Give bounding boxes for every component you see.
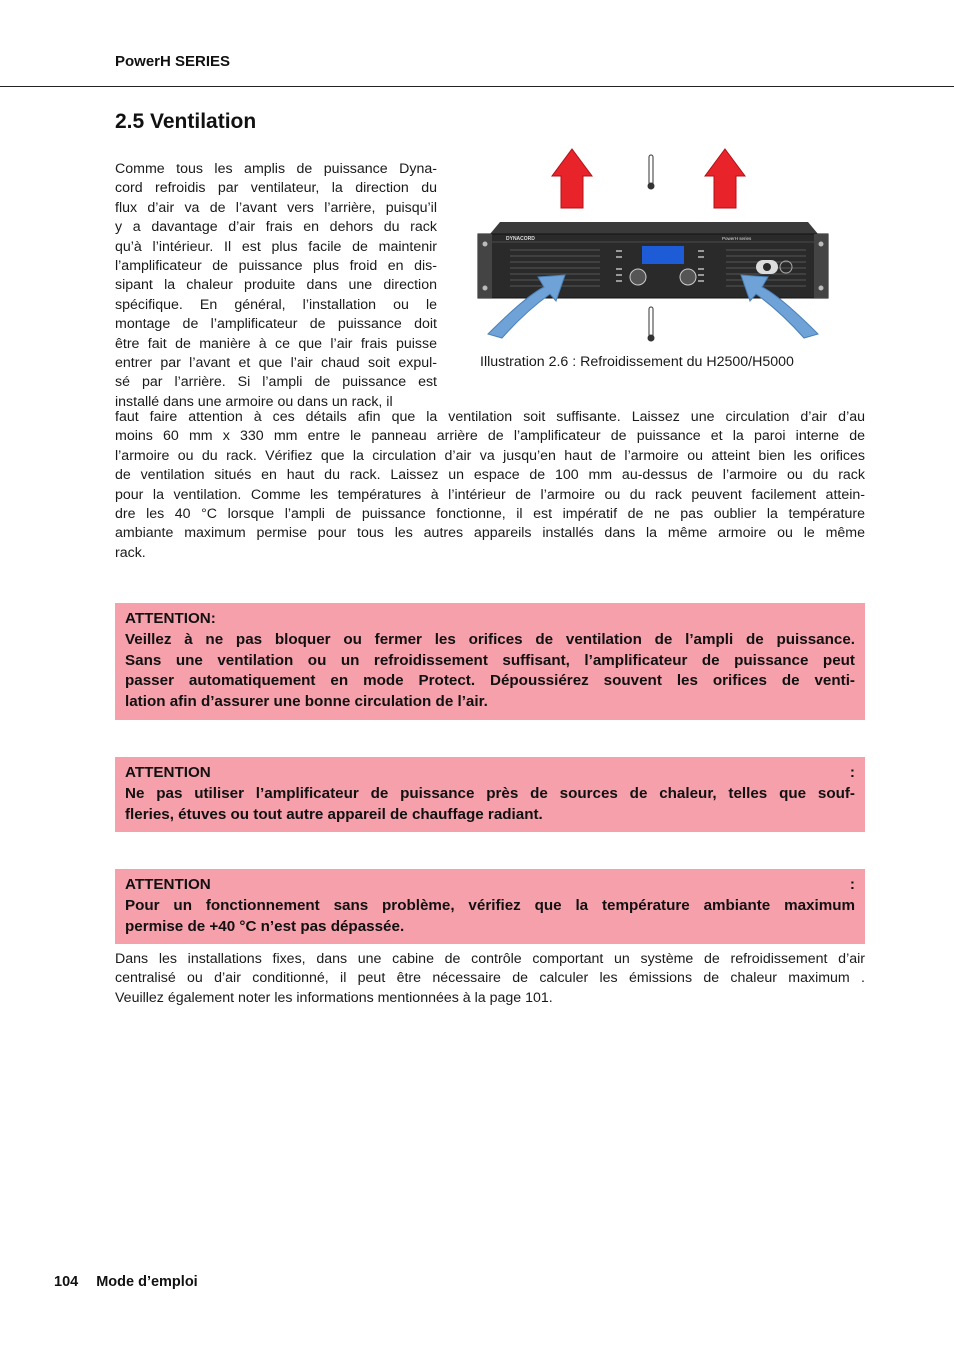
attention-heading: ATTENTION : [125, 876, 855, 893]
closing-paragraph [115, 950, 865, 1008]
attention-text: lation afin d’assurer une bonne circulation de l’air. [125, 693, 488, 711]
text-line: entrer par l’avant et que l’air chaud soit expul- [115, 355, 437, 372]
text-line: ambiante maximum permise pour tous les autres appareils installés dans la même armoire ou le même [115, 525, 865, 542]
text-line: sé par l’arrière. Si l’ampli de puissance est [115, 374, 437, 391]
figure-caption: Illustration 2.6 : Refroidissement du H2500/H5000 [480, 354, 794, 370]
text-line: l’amplificateur de puissance plus froid en dis- [115, 258, 437, 275]
thermometer-icon-top [648, 155, 655, 190]
text-line: faut faire attention à ces détails afin que la ventilation soit suffisante. Laissez une circulation d’air d’au [115, 409, 865, 425]
attention-box-temperature [115, 869, 865, 944]
attention-text: fleries, étuves ou tout autre appareil de chauffage radiant. [125, 805, 543, 823]
footer-doc-title: Mode d’emploi [96, 1274, 198, 1290]
text-line: qu’à l’intérieur. Il est plus facile de maintenir [115, 238, 437, 255]
attention-text: Ne pas utiliser l’amplificateur de puissance près de sources de chaleur, telles que souf- [125, 784, 855, 802]
header-series-title: PowerH SERIES [115, 53, 231, 70]
amplifier-chassis [478, 222, 828, 298]
section-title: 2.5 Ventilation [115, 110, 257, 133]
header-divider [0, 86, 954, 87]
cooling-illustration [470, 144, 840, 344]
text-line: spécifique. En général, l’installation ou le [115, 296, 437, 313]
attention-heading: ATTENTION : [125, 764, 855, 781]
text-line: Comme tous les amplis de puissance Dyna- [115, 161, 437, 177]
text-line: flux d’air va de l’avant vers l’arrière, puisqu’il [115, 199, 437, 216]
text-line: pour la ventilation. Comme les températures à l’intérieur de l’armoire ou du rack peuvent facilement attein- [115, 486, 865, 503]
text-line: Dans les installations fixes, dans une cabine de contrôle comportant un système de refroidissement d’air [115, 951, 865, 967]
text-line: rack. [115, 544, 146, 561]
body-paragraph [115, 408, 865, 563]
front-display [642, 246, 684, 264]
hot-air-arrow-right [705, 149, 745, 208]
text-line: moins 60 mm x 330 mm entre le panneau arrière de l’amplificateur de puissance et la paroi interne de [115, 428, 865, 445]
attention-text: passer automatiquement en mode Protect. Dépoussiérez souvent les orifices de venti- [125, 672, 855, 690]
text-line: installé dans une armoire ou dans un rack, il [115, 393, 393, 410]
intro-paragraph [115, 160, 437, 412]
attention-heading: ATTENTION: [125, 610, 216, 627]
text-line: y a davantage d’air frais en dehors du rack [115, 219, 437, 236]
attention-box-ventilation [115, 603, 865, 720]
page-number: 104 [54, 1274, 79, 1290]
attention-text: permise de +40 °C n’est pas dépassée. [125, 917, 405, 935]
text-line: sipant la chaleur produite dans une direction [115, 277, 437, 294]
text-line: l’armoire ou du rack. Vérifiez que la circulation d’air va jusqu’en haut de l’armoire ou atteint bien les orifices [115, 447, 865, 464]
amplifier-cooling-diagram [470, 144, 840, 344]
brand-label: DYNACORD [506, 236, 535, 242]
hot-air-arrow-left [552, 149, 592, 208]
text-line: être fait de manière à ce que l’air frais puisse [115, 335, 437, 352]
text-line: dre les 40 °C lorsque l’ampli de puissance fonctionne, il est impératif de ne pas oublier la température [115, 506, 865, 523]
text-line: montage de l’amplificateur de puissance doit [115, 316, 437, 333]
page-footer [54, 1274, 198, 1290]
attention-text: Veillez à ne pas bloquer ou fermer les orifices de ventilation de l’ampli de puissance. [125, 630, 855, 648]
text-line: cord refroidis par ventilateur, la direction du [115, 180, 437, 197]
attention-text: Pour un fonctionnement sans problème, vérifiez que la température ambiante maximum [125, 896, 855, 914]
attention-box-heat-sources [115, 757, 865, 832]
text-line: de ventilation situés en haut du rack. Laissez un espace de 100 mm au-dessus de l’armoire ou du rack [115, 467, 865, 484]
model-label: PowerH series [722, 236, 752, 241]
text-line: Veuillez également noter les informations mentionnées à la page 101. [115, 989, 553, 1006]
level-knob-left [630, 269, 646, 285]
level-knob-right [680, 269, 696, 285]
attention-text: Sans une ventilation ou un refroidissement suffisant, l’amplificateur de puissance peut [125, 651, 855, 669]
thermometer-icon-bottom [648, 307, 655, 342]
text-line: centralisé ou d’air conditionné, il peut être nécessaire de calculer les émissions de chaleur maximum . [115, 970, 865, 987]
